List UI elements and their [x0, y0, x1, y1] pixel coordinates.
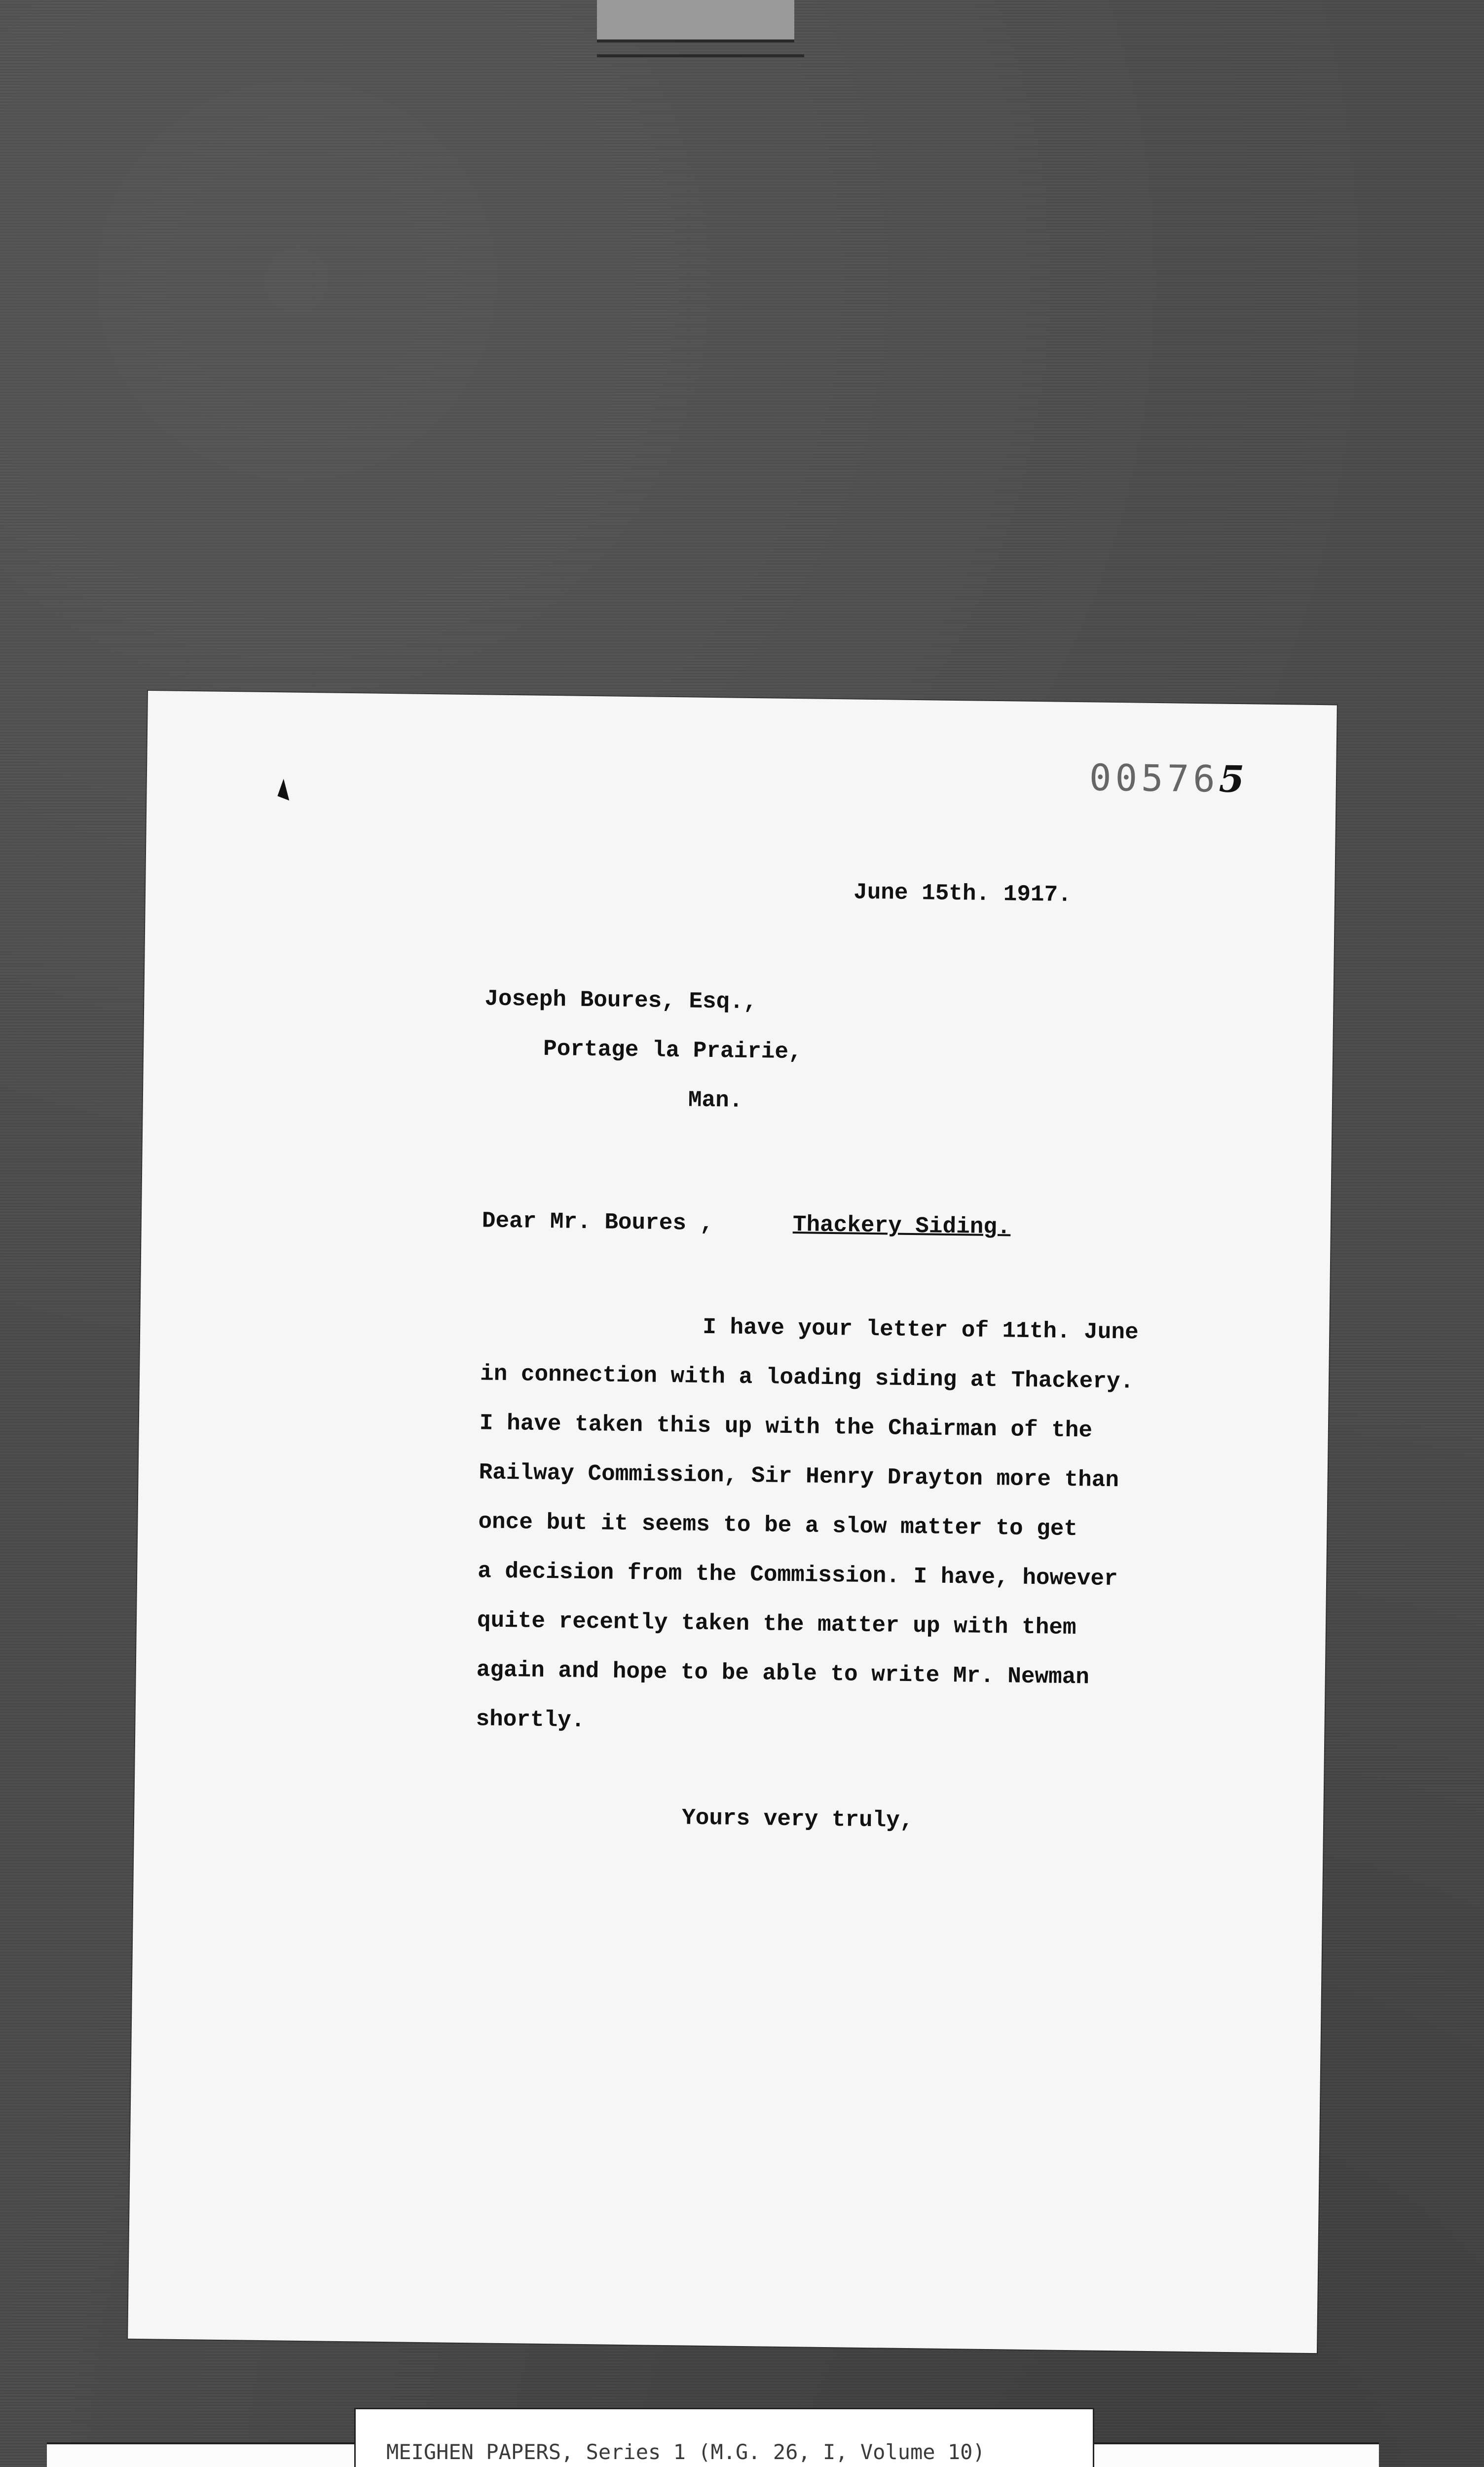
- address-line-3: Man.: [688, 1087, 743, 1114]
- punch-mark: [277, 779, 290, 800]
- address-line-2: Portage la Prairie,: [543, 1036, 802, 1065]
- typed-letter: [128, 691, 1337, 2353]
- top-clip-line: [597, 54, 804, 57]
- body-line: a decision from the Commission. I have, however: [477, 1558, 1118, 1592]
- body-line: in connection with a loading siding at Thackery.: [480, 1361, 1134, 1395]
- body-line: I have your letter of 11th. June: [703, 1314, 1139, 1346]
- salutation: Dear Mr. Boures ,: [482, 1208, 714, 1237]
- archive-number-handwritten-digit: 5: [1219, 758, 1249, 801]
- reference-label: [354, 2408, 1094, 2467]
- body-line: quite recently taken the matter up with them: [477, 1607, 1076, 1641]
- archive-number: [1089, 756, 1248, 801]
- body-line: shortly.: [476, 1706, 585, 1733]
- letter-date: June 15th. 1917.: [853, 879, 1072, 908]
- body-line: once but it seems to be a slow matter to get: [478, 1509, 1078, 1542]
- reference-text: MEIGHEN PAPERS, Series 1 (M.G. 26, I, Volume 10): [386, 2440, 985, 2464]
- address-line-1: Joseph Boures, Esq.,: [484, 986, 757, 1015]
- subject-line: Thackery Siding.: [792, 1212, 1011, 1240]
- closing: Yours very truly,: [681, 1805, 914, 1834]
- body-line: again and hope to be able to write Mr. Newman: [476, 1657, 1090, 1690]
- body-line: I have taken this up with the Chairman of the: [479, 1410, 1093, 1444]
- body-line: Railway Commission, Sir Henry Drayton more than: [479, 1459, 1119, 1494]
- top-clip-tab: [597, 0, 794, 42]
- archive-number-stamped: 00576: [1089, 756, 1220, 801]
